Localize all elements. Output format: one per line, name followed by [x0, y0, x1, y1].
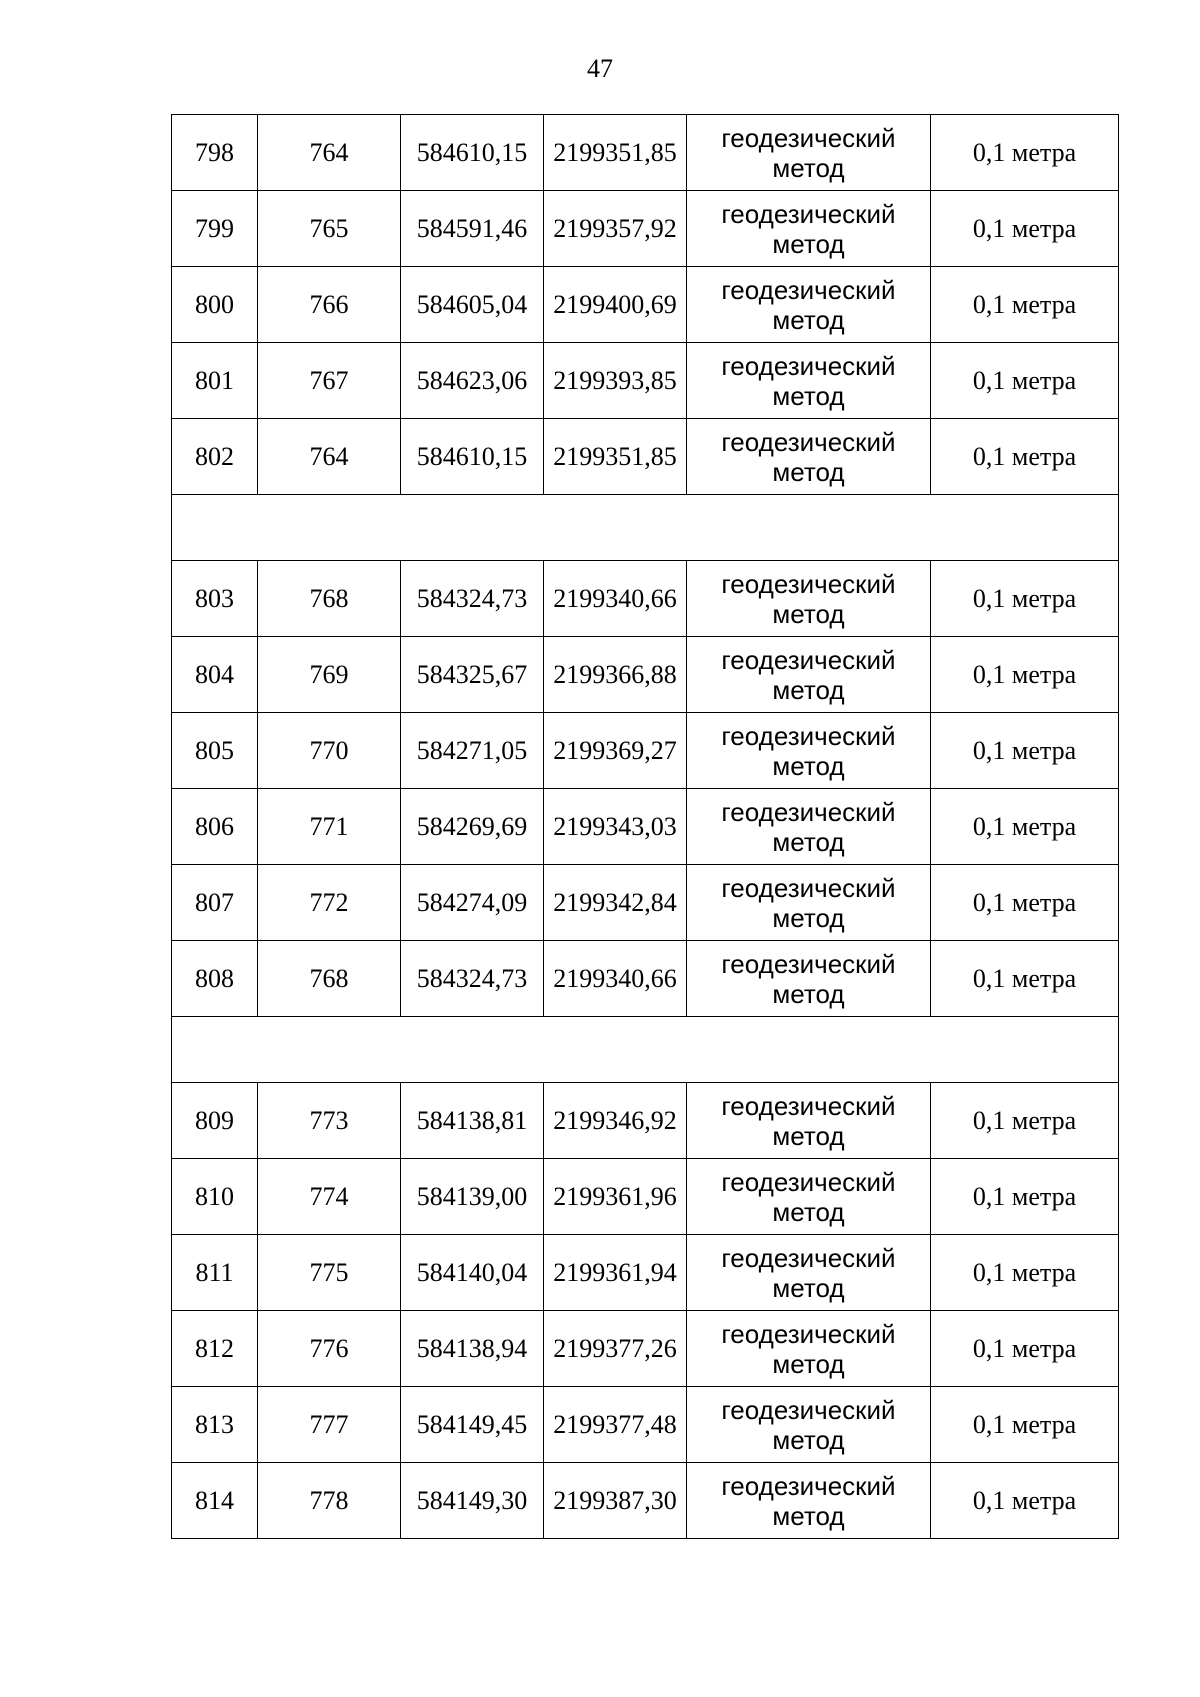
row-number-cell: 807 [172, 865, 258, 941]
row-number-cell: 805 [172, 713, 258, 789]
row-number-cell: 802 [172, 419, 258, 495]
y-coordinate-cell: 2199377,48 [544, 1387, 687, 1463]
method-cell [687, 561, 931, 637]
y-coordinate-cell: 2199361,96 [544, 1159, 687, 1235]
row-number-cell: 810 [172, 1159, 258, 1235]
separator-row [172, 1017, 1119, 1083]
x-coordinate-cell: 584140,04 [401, 1235, 544, 1311]
y-coordinate-cell: 2199340,66 [544, 941, 687, 1017]
point-number-cell: 777 [258, 1387, 401, 1463]
y-coordinate-cell: 2199393,85 [544, 343, 687, 419]
method-line-2: метод [772, 1196, 845, 1227]
method-line-1: геодезический [721, 1166, 896, 1197]
method-cell [687, 191, 931, 267]
page-number: 47 [587, 54, 613, 83]
accuracy-cell: 0,1 метра [931, 561, 1119, 637]
row-number-cell: 813 [172, 1387, 258, 1463]
y-coordinate-cell: 2199357,92 [544, 191, 687, 267]
y-coordinate-cell: 2199369,27 [544, 713, 687, 789]
accuracy-cell: 0,1 метра [931, 1463, 1119, 1539]
row-number-cell: 804 [172, 637, 258, 713]
point-number-cell: 768 [258, 941, 401, 1017]
method-line-1: геодезический [721, 1318, 896, 1349]
accuracy-cell: 0,1 метра [931, 115, 1119, 191]
point-number-cell: 774 [258, 1159, 401, 1235]
x-coordinate-cell: 584325,67 [401, 637, 544, 713]
accuracy-cell: 0,1 метра [931, 191, 1119, 267]
y-coordinate-cell: 2199346,92 [544, 1083, 687, 1159]
point-number-cell: 767 [258, 343, 401, 419]
x-coordinate-cell: 584138,94 [401, 1311, 544, 1387]
method-line-2: метод [772, 228, 845, 259]
x-coordinate-cell: 584610,15 [401, 419, 544, 495]
y-coordinate-cell: 2199351,85 [544, 115, 687, 191]
y-coordinate-cell: 2199343,03 [544, 789, 687, 865]
table-row [172, 1311, 1119, 1387]
row-number-cell: 798 [172, 115, 258, 191]
method-line-2: метод [772, 826, 845, 857]
method-line-1: геодезический [721, 274, 896, 305]
method-line-2: метод [772, 1348, 845, 1379]
x-coordinate-cell: 584149,30 [401, 1463, 544, 1539]
method-line-2: метод [772, 380, 845, 411]
row-number-cell: 808 [172, 941, 258, 1017]
y-coordinate-cell: 2199377,26 [544, 1311, 687, 1387]
table-row [172, 713, 1119, 789]
y-coordinate-cell: 2199361,94 [544, 1235, 687, 1311]
method-cell [687, 267, 931, 343]
method-cell [687, 637, 931, 713]
method-line-2: метод [772, 750, 845, 781]
x-coordinate-cell: 584269,69 [401, 789, 544, 865]
separator-cell [172, 1017, 1119, 1083]
method-cell [687, 941, 931, 1017]
x-coordinate-cell: 584610,15 [401, 115, 544, 191]
method-cell [687, 1159, 931, 1235]
row-number-cell: 811 [172, 1235, 258, 1311]
table-row [172, 865, 1119, 941]
method-line-2: метод [772, 598, 845, 629]
y-coordinate-cell: 2199387,30 [544, 1463, 687, 1539]
table-row [172, 343, 1119, 419]
row-number-cell: 814 [172, 1463, 258, 1539]
method-line-2: метод [772, 674, 845, 705]
point-number-cell: 765 [258, 191, 401, 267]
method-line-2: метод [772, 304, 845, 335]
row-number-cell: 799 [172, 191, 258, 267]
method-line-1: геодезический [721, 1394, 896, 1425]
coordinates-table [171, 114, 1119, 1539]
method-cell [687, 1311, 931, 1387]
method-line-1: геодезический [721, 568, 896, 599]
y-coordinate-cell: 2199342,84 [544, 865, 687, 941]
separator-cell [172, 495, 1119, 561]
method-line-1: геодезический [721, 350, 896, 381]
method-cell [687, 1235, 931, 1311]
row-number-cell: 801 [172, 343, 258, 419]
method-line-2: метод [772, 1424, 845, 1455]
x-coordinate-cell: 584605,04 [401, 267, 544, 343]
table-row [172, 1463, 1119, 1539]
row-number-cell: 812 [172, 1311, 258, 1387]
point-number-cell: 770 [258, 713, 401, 789]
accuracy-cell: 0,1 метра [931, 789, 1119, 865]
y-coordinate-cell: 2199366,88 [544, 637, 687, 713]
table-row [172, 561, 1119, 637]
point-number-cell: 771 [258, 789, 401, 865]
table-row [172, 115, 1119, 191]
method-cell [687, 1387, 931, 1463]
table-row [172, 1235, 1119, 1311]
accuracy-cell: 0,1 метра [931, 637, 1119, 713]
x-coordinate-cell: 584149,45 [401, 1387, 544, 1463]
method-cell [687, 1463, 931, 1539]
method-cell [687, 865, 931, 941]
point-number-cell: 772 [258, 865, 401, 941]
point-number-cell: 776 [258, 1311, 401, 1387]
x-coordinate-cell: 584139,00 [401, 1159, 544, 1235]
point-number-cell: 778 [258, 1463, 401, 1539]
point-number-cell: 764 [258, 419, 401, 495]
method-line-1: геодезический [721, 796, 896, 827]
table-row [172, 1159, 1119, 1235]
table-row [172, 1387, 1119, 1463]
table-row [172, 1083, 1119, 1159]
row-number-cell: 806 [172, 789, 258, 865]
method-cell [687, 789, 931, 865]
table-row [172, 191, 1119, 267]
accuracy-cell: 0,1 метра [931, 267, 1119, 343]
point-number-cell: 775 [258, 1235, 401, 1311]
method-line-2: метод [772, 1272, 845, 1303]
method-cell [687, 1083, 931, 1159]
point-number-cell: 766 [258, 267, 401, 343]
method-cell [687, 115, 931, 191]
method-line-2: метод [772, 902, 845, 933]
method-cell [687, 713, 931, 789]
method-line-1: геодезический [721, 720, 896, 751]
method-line-2: метод [772, 152, 845, 183]
accuracy-cell: 0,1 метра [931, 1159, 1119, 1235]
accuracy-cell: 0,1 метра [931, 1235, 1119, 1311]
accuracy-cell: 0,1 метра [931, 941, 1119, 1017]
x-coordinate-cell: 584274,09 [401, 865, 544, 941]
table-row [172, 267, 1119, 343]
y-coordinate-cell: 2199400,69 [544, 267, 687, 343]
point-number-cell: 769 [258, 637, 401, 713]
method-line-1: геодезический [721, 426, 896, 457]
point-number-cell: 764 [258, 115, 401, 191]
y-coordinate-cell: 2199351,85 [544, 419, 687, 495]
x-coordinate-cell: 584271,05 [401, 713, 544, 789]
row-number-cell: 800 [172, 267, 258, 343]
accuracy-cell: 0,1 метра [931, 343, 1119, 419]
method-line-1: геодезический [721, 198, 896, 229]
x-coordinate-cell: 584324,73 [401, 941, 544, 1017]
method-line-2: метод [772, 978, 845, 1009]
accuracy-cell: 0,1 метра [931, 1311, 1119, 1387]
method-line-2: метод [772, 456, 845, 487]
method-line-2: метод [772, 1120, 845, 1151]
separator-row [172, 495, 1119, 561]
method-line-1: геодезический [721, 1090, 896, 1121]
x-coordinate-cell: 584324,73 [401, 561, 544, 637]
x-coordinate-cell: 584138,81 [401, 1083, 544, 1159]
accuracy-cell: 0,1 метра [931, 713, 1119, 789]
x-coordinate-cell: 584623,06 [401, 343, 544, 419]
row-number-cell: 809 [172, 1083, 258, 1159]
method-line-1: геодезический [721, 1242, 896, 1273]
x-coordinate-cell: 584591,46 [401, 191, 544, 267]
point-number-cell: 768 [258, 561, 401, 637]
table-row [172, 419, 1119, 495]
method-line-1: геодезический [721, 872, 896, 903]
table-row [172, 789, 1119, 865]
accuracy-cell: 0,1 метра [931, 865, 1119, 941]
method-line-1: геодезический [721, 644, 896, 675]
y-coordinate-cell: 2199340,66 [544, 561, 687, 637]
point-number-cell: 773 [258, 1083, 401, 1159]
method-line-1: геодезический [721, 1470, 896, 1501]
method-line-1: геодезический [721, 948, 896, 979]
method-line-1: геодезический [721, 122, 896, 153]
method-cell [687, 419, 931, 495]
accuracy-cell: 0,1 метра [931, 1387, 1119, 1463]
method-line-2: метод [772, 1500, 845, 1531]
accuracy-cell: 0,1 метра [931, 1083, 1119, 1159]
table-row [172, 637, 1119, 713]
table-row [172, 941, 1119, 1017]
row-number-cell: 803 [172, 561, 258, 637]
coordinates-table-body [172, 115, 1119, 1539]
accuracy-cell: 0,1 метра [931, 419, 1119, 495]
method-cell [687, 343, 931, 419]
